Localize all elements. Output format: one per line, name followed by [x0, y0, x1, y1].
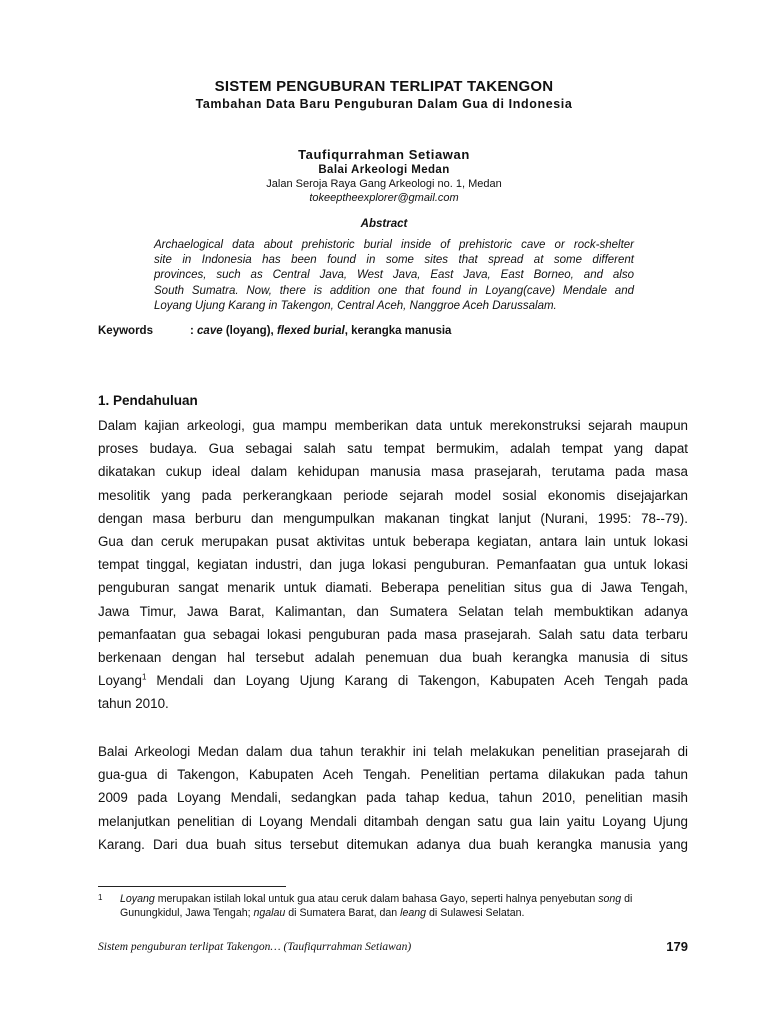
text-line: pemanfaatan gua sebagai lokasi penguburan pada masa prasejarah. Salah satu data terbaru: [98, 626, 688, 642]
text-line: Gua dan ceruk merupakan pusat aktivitas untuk beberapa kegiatan, antara lain untuk lokasi: [98, 533, 688, 549]
loyang-word: Loyang: [98, 673, 142, 689]
footnote-term: ngalau: [253, 906, 286, 919]
text-line: dikatakan cukup ideal dalam kehidupan manusia masa prasejarah, terutama pada masa: [98, 464, 688, 480]
text-line: tahun 2010.: [98, 696, 169, 712]
keyword-term: flexed burial: [276, 325, 345, 337]
text-line: mesolitik yang pada perkerangkaan periode sejarah model sosial ekonomis disejajarkan: [98, 487, 688, 503]
running-footer: Sistem penguburan terlipat Takengon… (Taufiqurrahman Setiawan): [98, 941, 412, 953]
text-line: melanjutkan penelitian di Loyang Mendali ditambah dengan satu gua lain yaitu Loyang Ujung: [98, 813, 688, 829]
keywords-label: Keywords: [98, 325, 153, 337]
section-heading: 1. Pendahuluan: [98, 393, 198, 408]
footnote-line: [120, 893, 690, 907]
keyword-text: (loyang),: [222, 325, 277, 337]
keywords-row: [98, 325, 451, 337]
body-paragraph-2: [98, 740, 688, 856]
keywords-prefix: :: [190, 325, 198, 337]
abstract-text: [154, 238, 634, 314]
text-segment: Mendali dan Loyang Ujung Karang di Takengon, Kabupaten Aceh Tengah pada: [146, 673, 688, 689]
footnote-mark: 1: [98, 893, 103, 902]
abstract-line: Loyang Ujung Karang in Takengon, Central Aceh, Nanggroe Aceh Darussalam.: [154, 299, 557, 312]
text-line: gua-gua di Takengon, Kabupaten Aceh Tengah. Penelitian pertama dilakukan pada tahun: [98, 767, 688, 783]
footnote-segment: merupakan istilah lokal untuk gua atau ceruk dalam bahasa Gayo, seperti halnya penyebutan: [154, 893, 599, 905]
footnote-segment: di: [621, 893, 633, 905]
abstract-line: South Sumatra. Now, there is addition one that found in Loyang(cave) Mendale and: [154, 284, 634, 297]
abstract-line: site in Indonesia has been found in some sites that spread at some different: [154, 254, 634, 267]
footnote-segment: Gunungkidul, Jawa Tengah;: [120, 906, 254, 919]
paper-title: SISTEM PENGUBURAN TERLIPAT TAKENGON: [214, 78, 554, 95]
abstract-line: provinces, such as Central Java, West Java, East Java, East Borneo, and also: [154, 269, 634, 282]
footnote-segment: di Sumatera Barat, dan: [285, 906, 401, 919]
author-email: tokeeptheexplorer@gmail.com: [309, 192, 459, 204]
footnote-term: leang: [400, 906, 427, 919]
body-paragraph-1: [98, 414, 688, 715]
page-number: 179: [666, 939, 688, 954]
footnote-text: [120, 893, 690, 920]
footnote-term: song: [598, 893, 622, 905]
text-line: berkenaan dengan hal tersebut adalah penemuan dua buah kerangka manusia di situs: [98, 649, 688, 665]
footnote-term: Loyang: [120, 893, 155, 905]
footnote-line: [120, 907, 690, 921]
text-line: tempat tinggal, kegiatan industri, dan juga lokasi penguburan. Pemanfaatan gua untuk lokasi: [98, 557, 688, 573]
text-line: [98, 669, 688, 692]
text-line: dengan masa berburu dan mengumpulkan makanan tingkat lanjut (Nurani, 1995: 78--79).: [98, 510, 688, 526]
text-line: proses budaya. Gua sebagai salah satu tempat bermukim, adalah tempat yang dapat: [98, 441, 688, 457]
text-line: penguburan sangat menarik untuk diamati. Beberapa penelitian situs gua di Jawa Tengah,: [98, 580, 688, 596]
paper-subtitle: Tambahan Data Baru Penguburan Dalam Gua di Indonesia: [195, 97, 573, 111]
abstract-heading: Abstract: [360, 218, 408, 230]
footnote-ref[interactable]: 1: [141, 672, 147, 682]
keyword-text: , kerangka manusia: [344, 325, 452, 337]
author-name: Taufiqurrahman Setiawan: [298, 147, 470, 162]
footnote-divider: [98, 886, 286, 887]
text-line: Dalam kajian arkeologi, gua mampu memberikan data untuk merekonstruksi sejarah maupun: [98, 418, 688, 433]
abstract-line: Archaelogical data about prehistoric burial inside of prehistoric cave or rock-shelter: [154, 239, 634, 251]
author-affiliation: Balai Arkeologi Medan: [318, 164, 450, 176]
footnote-segment: di Sulawesi Selatan.: [426, 906, 525, 919]
text-line: Karang. Dari dua buah situs tersebut ditemukan adanya dua buah kerangka manusia yang: [98, 836, 688, 852]
text-line: Jawa Timur, Jawa Barat, Kalimantan, dan Sumatera Selatan telah membuktikan adanya: [98, 603, 688, 619]
author-address: Jalan Seroja Raya Gang Arkeologi no. 1, Medan: [266, 178, 502, 190]
text-line: Balai Arkeologi Medan dalam dua tahun terakhir ini telah melakukan penelitian prasejarah di: [98, 744, 688, 759]
text-line: 2009 pada Loyang Mendali, sedangkan pada tahap kedua, tahun 2010, penelitian masih: [98, 790, 688, 806]
keyword-term: cave: [197, 325, 223, 337]
